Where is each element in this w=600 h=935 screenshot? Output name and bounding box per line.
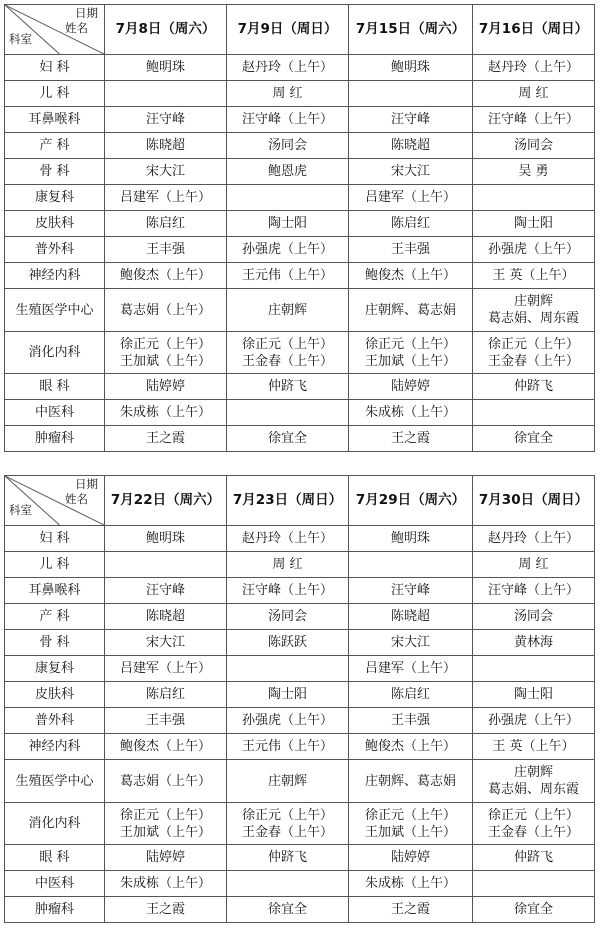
duty-cell bbox=[349, 107, 473, 133]
dept-cell: 中医科 bbox=[5, 871, 105, 897]
doctor-name: 陈跃跃 bbox=[267, 635, 307, 650]
date-header: 7月9日（周日） bbox=[227, 5, 349, 55]
doctor-name: 徐正元（上午） bbox=[241, 807, 333, 823]
duty-cell bbox=[349, 604, 473, 630]
doctor-name: 周 红 bbox=[272, 86, 303, 101]
duty-cell bbox=[227, 604, 349, 630]
duty-cell bbox=[227, 630, 349, 656]
doctor-name: 孙强虎（上午） bbox=[487, 242, 579, 257]
doctor-name: 孙强虎（上午） bbox=[487, 713, 579, 728]
dept-cell: 儿 科 bbox=[5, 552, 105, 578]
duty-cell bbox=[473, 55, 595, 81]
duty-cell bbox=[473, 803, 595, 845]
duty-cell bbox=[473, 289, 595, 332]
doctor-name: 吕建军（上午） bbox=[364, 190, 456, 205]
duty-cell bbox=[349, 374, 473, 400]
duty-cell bbox=[349, 133, 473, 159]
doctor-name: 徐正元（上午） bbox=[364, 807, 456, 823]
duty-cell bbox=[473, 426, 595, 452]
doctor-name: 王金春（上午） bbox=[241, 353, 333, 369]
table-row bbox=[5, 897, 595, 923]
duty-cell bbox=[473, 107, 595, 133]
doctor-name: 王之霞 bbox=[145, 902, 185, 917]
doctor-name: 庄朝辉、葛志娟 bbox=[364, 773, 456, 789]
doctor-name: 赵丹玲（上午） bbox=[241, 531, 333, 546]
table-row bbox=[5, 237, 595, 263]
duty-cell bbox=[227, 871, 349, 897]
duty-cell bbox=[227, 682, 349, 708]
doctor-name: 仲跻飞 bbox=[513, 850, 553, 865]
duty-cell bbox=[227, 760, 349, 803]
duty-cell bbox=[227, 656, 349, 682]
table-row bbox=[5, 656, 595, 682]
duty-cell bbox=[227, 897, 349, 923]
doctor-name: 赵丹玲（上午） bbox=[487, 531, 579, 546]
date-header: 7月16日（周日） bbox=[473, 5, 595, 55]
duty-cell bbox=[105, 107, 227, 133]
doctor-name: 朱成栋（上午） bbox=[119, 876, 211, 891]
duty-cell bbox=[349, 211, 473, 237]
doctor-name: 鲍明珠 bbox=[390, 531, 430, 546]
duty-cell bbox=[105, 426, 227, 452]
doctor-name: 汪守峰 bbox=[390, 112, 430, 127]
doctor-name: 徐正元（上午） bbox=[241, 336, 333, 352]
duty-cell bbox=[349, 263, 473, 289]
duty-cell bbox=[473, 159, 595, 185]
dept-cell: 普外科 bbox=[5, 237, 105, 263]
date-header: 7月15日（周六） bbox=[349, 5, 473, 55]
duty-cell bbox=[105, 604, 227, 630]
table-row bbox=[5, 332, 595, 374]
table-row bbox=[5, 708, 595, 734]
doctor-name: 陶士阳 bbox=[513, 687, 553, 702]
duty-cell bbox=[349, 55, 473, 81]
duty-cell bbox=[349, 682, 473, 708]
doctor-name: 汪守峰（上午） bbox=[487, 583, 579, 598]
duty-cell bbox=[473, 708, 595, 734]
duty-cell bbox=[473, 604, 595, 630]
doctor-name: 庄朝辉 bbox=[267, 302, 307, 318]
doctor-name: 徐正元（上午） bbox=[364, 336, 456, 352]
dept-cell: 神经内科 bbox=[5, 263, 105, 289]
duty-cell bbox=[227, 526, 349, 552]
date-header: 7月22日（周六） bbox=[105, 476, 227, 526]
duty-cell bbox=[473, 263, 595, 289]
doctor-name: 吕建军（上午） bbox=[119, 661, 211, 676]
doctor-name: 王加斌（上午） bbox=[364, 353, 456, 369]
doctor-name: 赵丹玲（上午） bbox=[487, 60, 579, 75]
duty-cell bbox=[349, 400, 473, 426]
table-row bbox=[5, 211, 595, 237]
duty-cell bbox=[473, 526, 595, 552]
duty-cell bbox=[473, 630, 595, 656]
duty-cell bbox=[227, 552, 349, 578]
doctor-name: 陶士阳 bbox=[267, 687, 307, 702]
table-row bbox=[5, 845, 595, 871]
doctor-name: 王之霞 bbox=[390, 431, 430, 446]
doctor-name: 庄朝辉、葛志娟 bbox=[364, 302, 456, 318]
doctor-name: 赵丹玲（上午） bbox=[241, 60, 333, 75]
duty-cell bbox=[473, 400, 595, 426]
table-row bbox=[5, 630, 595, 656]
duty-cell bbox=[105, 185, 227, 211]
doctor-name: 吕建军（上午） bbox=[364, 661, 456, 676]
table-row bbox=[5, 734, 595, 760]
table-row bbox=[5, 374, 595, 400]
doctor-name: 王加斌（上午） bbox=[119, 824, 211, 840]
duty-cell bbox=[105, 263, 227, 289]
duty-cell bbox=[105, 630, 227, 656]
table-row bbox=[5, 289, 595, 332]
doctor-name: 汪守峰（上午） bbox=[241, 112, 333, 127]
doctor-name: 宋大江 bbox=[390, 635, 430, 650]
doctor-name: 王丰强 bbox=[390, 713, 430, 728]
doctor-name: 王元伟（上午） bbox=[241, 739, 333, 754]
duty-cell bbox=[227, 159, 349, 185]
duty-cell bbox=[473, 374, 595, 400]
dept-cell: 妇 科 bbox=[5, 55, 105, 81]
doctor-name: 孙强虎（上午） bbox=[241, 713, 333, 728]
duty-cell bbox=[349, 760, 473, 803]
doctor-name: 汤同会 bbox=[513, 609, 553, 624]
dept-cell: 中医科 bbox=[5, 400, 105, 426]
doctor-name: 葛志娟、周东霞 bbox=[487, 311, 579, 326]
table-row bbox=[5, 159, 595, 185]
dept-cell: 产 科 bbox=[5, 133, 105, 159]
duty-cell bbox=[473, 552, 595, 578]
table-row bbox=[5, 400, 595, 426]
doctor-name: 鲍恩虎 bbox=[267, 164, 307, 179]
doctor-name: 陆婷婷 bbox=[390, 379, 430, 394]
doctor-name: 葛志娟（上午） bbox=[119, 302, 211, 318]
corner-dept-label: 科室 bbox=[9, 32, 32, 46]
dept-cell: 生殖医学中心 bbox=[5, 760, 105, 803]
duty-cell bbox=[349, 526, 473, 552]
duty-cell bbox=[227, 133, 349, 159]
doctor-name: 王元伟（上午） bbox=[241, 268, 333, 283]
duty-cell bbox=[105, 760, 227, 803]
duty-cell bbox=[105, 374, 227, 400]
duty-cell bbox=[473, 237, 595, 263]
duty-cell bbox=[349, 897, 473, 923]
dept-cell: 生殖医学中心 bbox=[5, 289, 105, 332]
duty-cell bbox=[227, 734, 349, 760]
duty-cell bbox=[227, 803, 349, 845]
duty-cell bbox=[473, 133, 595, 159]
doctor-name: 徐正元（上午） bbox=[487, 336, 579, 352]
duty-cell bbox=[105, 552, 227, 578]
dept-cell: 康复科 bbox=[5, 185, 105, 211]
dept-cell: 消化内科 bbox=[5, 803, 105, 845]
table-row bbox=[5, 426, 595, 452]
duty-cell bbox=[473, 845, 595, 871]
duty-cell bbox=[227, 237, 349, 263]
duty-cell bbox=[105, 803, 227, 845]
doctor-name: 王丰强 bbox=[145, 242, 185, 257]
doctor-name: 王 英（上午） bbox=[492, 268, 575, 283]
duty-cell bbox=[473, 682, 595, 708]
doctor-name: 王丰强 bbox=[390, 242, 430, 257]
duty-cell bbox=[473, 578, 595, 604]
duty-cell bbox=[105, 55, 227, 81]
duty-cell bbox=[227, 289, 349, 332]
duty-cell bbox=[349, 289, 473, 332]
doctor-name: 宋大江 bbox=[145, 635, 185, 650]
doctor-name: 王加斌（上午） bbox=[364, 824, 456, 840]
doctor-name: 宋大江 bbox=[390, 164, 430, 179]
duty-cell bbox=[227, 426, 349, 452]
duty-cell bbox=[105, 708, 227, 734]
doctor-name: 王之霞 bbox=[390, 902, 430, 917]
doctor-name: 鲍俊杰（上午） bbox=[364, 268, 456, 283]
doctor-name: 汤同会 bbox=[267, 609, 307, 624]
corner-name-label: 姓名 bbox=[65, 492, 88, 506]
doctor-name: 孙强虎（上午） bbox=[241, 242, 333, 257]
duty-cell bbox=[105, 845, 227, 871]
dept-cell: 消化内科 bbox=[5, 332, 105, 374]
table-row bbox=[5, 803, 595, 845]
date-header: 7月8日（周六） bbox=[105, 5, 227, 55]
duty-cell bbox=[473, 760, 595, 803]
duty-cell bbox=[227, 211, 349, 237]
doctor-name: 陈晓超 bbox=[145, 138, 185, 153]
duty-cell bbox=[227, 374, 349, 400]
duty-cell bbox=[227, 400, 349, 426]
dept-cell: 皮肤科 bbox=[5, 211, 105, 237]
doctor-name: 徐正元（上午） bbox=[119, 336, 211, 352]
doctor-name: 陆婷婷 bbox=[145, 850, 185, 865]
doctor-name: 汤同会 bbox=[267, 138, 307, 153]
doctor-name: 汪守峰 bbox=[145, 112, 185, 127]
duty-cell bbox=[473, 81, 595, 107]
duty-cell bbox=[349, 159, 473, 185]
table-row bbox=[5, 133, 595, 159]
doctor-name: 汤同会 bbox=[513, 138, 553, 153]
doctor-name: 仲跻飞 bbox=[513, 379, 553, 394]
table-row bbox=[5, 760, 595, 803]
doctor-name: 宋大江 bbox=[145, 164, 185, 179]
duty-schedule-table-2 bbox=[4, 475, 595, 923]
doctor-name: 王金春（上午） bbox=[487, 824, 579, 840]
dept-cell: 妇 科 bbox=[5, 526, 105, 552]
doctor-name: 徐宜全 bbox=[267, 431, 307, 446]
doctor-name: 王加斌（上午） bbox=[119, 353, 211, 369]
doctor-name: 汪守峰（上午） bbox=[487, 112, 579, 127]
doctor-name: 王 英（上午） bbox=[492, 739, 575, 754]
corner-name-label: 姓名 bbox=[65, 21, 88, 35]
doctor-name: 仲跻飞 bbox=[267, 850, 307, 865]
doctor-name: 徐宜全 bbox=[513, 431, 553, 446]
dept-cell: 骨 科 bbox=[5, 159, 105, 185]
dept-cell: 眼 科 bbox=[5, 374, 105, 400]
corner-cell bbox=[5, 476, 105, 526]
duty-cell bbox=[227, 708, 349, 734]
duty-cell bbox=[349, 656, 473, 682]
table-row bbox=[5, 552, 595, 578]
dept-cell: 皮肤科 bbox=[5, 682, 105, 708]
doctor-name: 陆婷婷 bbox=[390, 850, 430, 865]
doctor-name: 周 红 bbox=[272, 557, 303, 572]
doctor-name: 陆婷婷 bbox=[145, 379, 185, 394]
doctor-name: 吕建军（上午） bbox=[119, 190, 211, 205]
doctor-name: 吴 勇 bbox=[518, 164, 549, 179]
doctor-name: 朱成栋（上午） bbox=[364, 405, 456, 420]
dept-cell: 耳鼻喉科 bbox=[5, 578, 105, 604]
dept-cell: 神经内科 bbox=[5, 734, 105, 760]
duty-cell bbox=[227, 578, 349, 604]
table-row bbox=[5, 526, 595, 552]
duty-cell bbox=[473, 734, 595, 760]
doctor-name: 鲍俊杰（上午） bbox=[364, 739, 456, 754]
table-row bbox=[5, 81, 595, 107]
duty-cell bbox=[349, 578, 473, 604]
doctor-name: 王金春（上午） bbox=[241, 824, 333, 840]
doctor-name: 陶士阳 bbox=[513, 216, 553, 231]
dept-cell: 康复科 bbox=[5, 656, 105, 682]
table-row bbox=[5, 107, 595, 133]
duty-cell bbox=[105, 332, 227, 374]
table-row bbox=[5, 185, 595, 211]
duty-cell bbox=[349, 426, 473, 452]
doctor-name: 陈晓超 bbox=[390, 138, 430, 153]
dept-cell: 儿 科 bbox=[5, 81, 105, 107]
duty-cell bbox=[349, 237, 473, 263]
header-row bbox=[5, 476, 595, 526]
corner-dept-label: 科室 bbox=[9, 503, 32, 517]
corner-cell bbox=[5, 5, 105, 55]
doctor-name: 徐宜全 bbox=[513, 902, 553, 917]
doctor-name: 鲍明珠 bbox=[145, 531, 185, 546]
date-header: 7月29日（周六） bbox=[349, 476, 473, 526]
duty-cell bbox=[105, 897, 227, 923]
duty-schedule-table-1 bbox=[4, 4, 595, 452]
duty-cell bbox=[473, 211, 595, 237]
duty-cell bbox=[473, 185, 595, 211]
doctor-name: 陈晓超 bbox=[390, 609, 430, 624]
table-row bbox=[5, 604, 595, 630]
duty-cell bbox=[349, 630, 473, 656]
doctor-name: 鲍明珠 bbox=[390, 60, 430, 75]
duty-cell bbox=[349, 734, 473, 760]
doctor-name: 鲍俊杰（上午） bbox=[119, 739, 211, 754]
duty-cell bbox=[349, 552, 473, 578]
duty-cell bbox=[473, 332, 595, 374]
duty-cell bbox=[227, 81, 349, 107]
doctor-name: 葛志娟、周东霞 bbox=[487, 782, 579, 797]
doctor-name: 黄林海 bbox=[513, 635, 553, 650]
duty-cell bbox=[105, 871, 227, 897]
doctor-name: 鲍明珠 bbox=[145, 60, 185, 75]
doctor-name: 王之霞 bbox=[145, 431, 185, 446]
doctor-name: 庄朝辉 bbox=[267, 773, 307, 789]
doctor-name: 仲跻飞 bbox=[267, 379, 307, 394]
doctor-name: 周 红 bbox=[518, 557, 549, 572]
corner-date-label: 日期 bbox=[75, 477, 98, 491]
duty-cell bbox=[105, 289, 227, 332]
doctor-name: 庄朝辉 bbox=[513, 765, 553, 780]
duty-cell bbox=[227, 263, 349, 289]
table-row bbox=[5, 682, 595, 708]
duty-cell bbox=[227, 332, 349, 374]
doctor-name: 葛志娟（上午） bbox=[119, 773, 211, 789]
doctor-name: 朱成栋（上午） bbox=[364, 876, 456, 891]
duty-cell bbox=[349, 845, 473, 871]
duty-cell bbox=[473, 897, 595, 923]
doctor-name: 王金春（上午） bbox=[487, 353, 579, 369]
dept-cell: 肿瘤科 bbox=[5, 897, 105, 923]
corner-date-label: 日期 bbox=[75, 6, 98, 20]
duty-cell bbox=[349, 81, 473, 107]
dept-cell: 眼 科 bbox=[5, 845, 105, 871]
doctor-name: 陈晓超 bbox=[145, 609, 185, 624]
doctor-name: 徐宜全 bbox=[267, 902, 307, 917]
dept-cell: 产 科 bbox=[5, 604, 105, 630]
dept-cell: 普外科 bbox=[5, 708, 105, 734]
duty-cell bbox=[349, 803, 473, 845]
doctor-name: 汪守峰（上午） bbox=[241, 583, 333, 598]
date-header: 7月30日（周日） bbox=[473, 476, 595, 526]
duty-cell bbox=[105, 656, 227, 682]
duty-cell bbox=[349, 871, 473, 897]
doctor-name: 陈启红 bbox=[390, 687, 430, 702]
dept-cell: 肿瘤科 bbox=[5, 426, 105, 452]
date-header: 7月23日（周日） bbox=[227, 476, 349, 526]
duty-cell bbox=[105, 526, 227, 552]
doctor-name: 庄朝辉 bbox=[513, 294, 553, 309]
duty-cell bbox=[227, 185, 349, 211]
doctor-name: 周 红 bbox=[518, 86, 549, 101]
dept-cell: 耳鼻喉科 bbox=[5, 107, 105, 133]
doctor-name: 陈启红 bbox=[145, 216, 185, 231]
doctor-name: 朱成栋（上午） bbox=[119, 405, 211, 420]
doctor-name: 陈启红 bbox=[145, 687, 185, 702]
duty-cell bbox=[227, 845, 349, 871]
doctor-name: 汪守峰 bbox=[145, 583, 185, 598]
duty-cell bbox=[105, 159, 227, 185]
duty-cell bbox=[105, 81, 227, 107]
doctor-name: 徐正元（上午） bbox=[487, 807, 579, 823]
duty-cell bbox=[105, 734, 227, 760]
doctor-name: 徐正元（上午） bbox=[119, 807, 211, 823]
doctor-name: 陶士阳 bbox=[267, 216, 307, 231]
duty-cell bbox=[105, 237, 227, 263]
doctor-name: 鲍俊杰（上午） bbox=[119, 268, 211, 283]
duty-cell bbox=[105, 682, 227, 708]
table-row bbox=[5, 55, 595, 81]
header-row bbox=[5, 5, 595, 55]
duty-cell bbox=[105, 578, 227, 604]
duty-cell bbox=[227, 107, 349, 133]
duty-cell bbox=[105, 400, 227, 426]
doctor-name: 王丰强 bbox=[145, 713, 185, 728]
duty-cell bbox=[349, 332, 473, 374]
doctor-name: 陈启红 bbox=[390, 216, 430, 231]
table-row bbox=[5, 871, 595, 897]
duty-cell bbox=[349, 185, 473, 211]
duty-cell bbox=[473, 656, 595, 682]
doctor-name: 汪守峰 bbox=[390, 583, 430, 598]
table-row bbox=[5, 263, 595, 289]
duty-cell bbox=[227, 55, 349, 81]
duty-cell bbox=[473, 871, 595, 897]
duty-cell bbox=[349, 708, 473, 734]
table-row bbox=[5, 578, 595, 604]
dept-cell: 骨 科 bbox=[5, 630, 105, 656]
duty-cell bbox=[105, 211, 227, 237]
duty-cell bbox=[105, 133, 227, 159]
